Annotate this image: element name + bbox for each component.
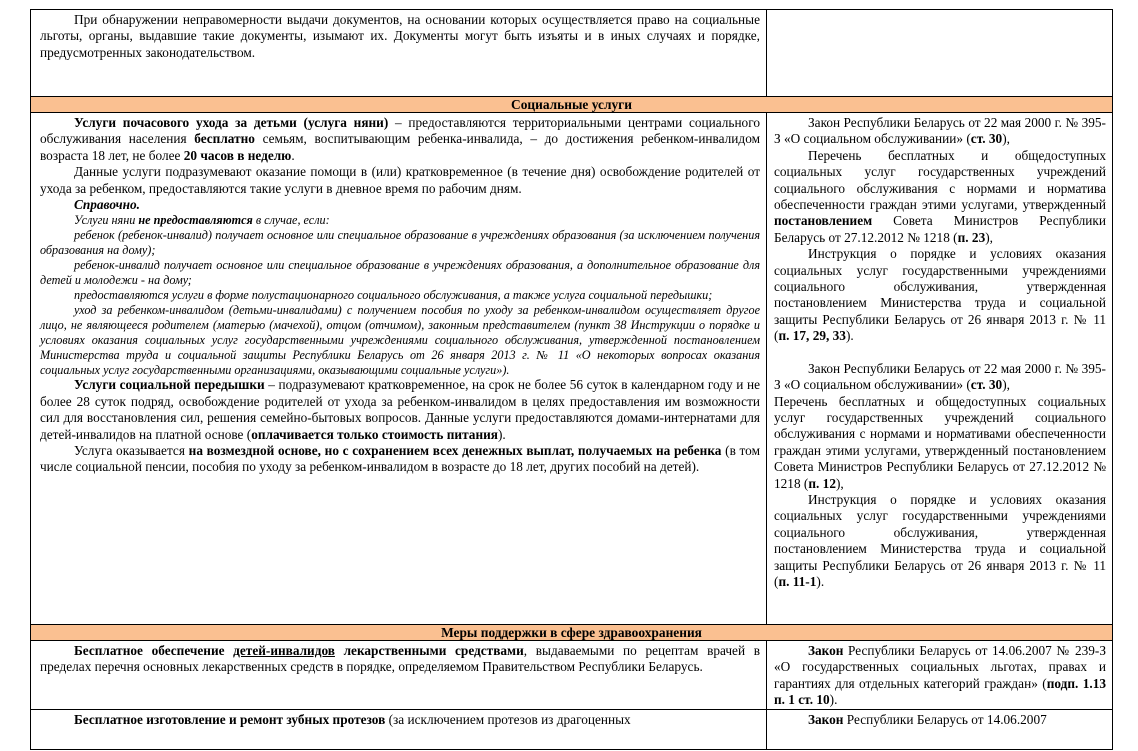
table-row — [31, 709, 1113, 749]
table-cell-left — [31, 10, 767, 97]
table-cell-left — [31, 113, 767, 625]
paragraph — [40, 115, 760, 164]
text: Услуга оказывается — [74, 443, 189, 459]
legal-reference — [774, 394, 1106, 492]
benefits-table — [30, 9, 1113, 750]
bold-text: Закон — [808, 711, 844, 727]
legal-reference — [774, 148, 1106, 246]
text: в случае, если: — [252, 213, 330, 228]
text: (в том числе социальной пенсии, пособия по уходу за ребенком-инвалидом в возрасте до 18 лет, других пособий на детей). — [40, 443, 760, 475]
text: Инструкция о порядке и условиях оказания социальных услуг государственными учреждениями социального обслуживания, утвержденная постановлением Министерства труда и социальной защиты Республики Беларусь от 26 января 2013 г. № 11 ( — [774, 246, 1106, 344]
bold-text: 20 часов в неделю — [183, 147, 292, 163]
text: Перечень бесплатных и общедоступных социальных услуг государственных учреждений социального обслуживания с нормами и норматива обеспеченности граждан этими услугами, утвержденный — [774, 147, 1106, 213]
text: Услуги няни — [74, 213, 139, 228]
legal-reference — [774, 246, 1106, 344]
bold-text: постановлением — [774, 213, 873, 229]
paragraph — [40, 712, 760, 728]
text: ). — [845, 328, 854, 344]
bold-text: ст. 30 — [970, 377, 1003, 393]
note-item: ребенок (ребенок-инвалид) получает основное или специальное образование в учреждениях образования (за исключением получения образования на дому); — [40, 228, 760, 258]
bold-text: п. 11-1 — [778, 573, 817, 589]
text: ), — [835, 475, 844, 491]
text: Закон Республики Беларусь от 22 мая 2000 г. № 395-З «О социальном обслуживании» ( — [774, 360, 1106, 393]
bold-text: на возмездной основе, но с сохранением всех денежных выплат, получаемых на ребенка — [188, 443, 722, 459]
table-cell-left — [31, 641, 767, 710]
spacer — [774, 345, 1106, 361]
text: , выдаваемыми по рецептам врачей в пределах перечня основных лекарственных средств в порядке, определяемом Правительством Республики Беларусь. — [40, 643, 760, 675]
text: (за исключением протезов из драгоценных — [385, 711, 631, 727]
table-cell-right — [767, 641, 1113, 710]
section-title-text: Меры поддержки в сфере здравоохранения — [441, 625, 702, 640]
note-title-text: Справочно. — [74, 197, 140, 213]
paragraph — [40, 443, 760, 476]
table-row — [31, 641, 1113, 710]
text: ). — [816, 573, 825, 589]
note-item: ребенок-инвалид получает основное или специальное образование в учреждениях образования, а дополнительное образование для детей и молодежи - на дому; — [40, 258, 760, 288]
section-title — [31, 625, 1113, 641]
bold-text: Услуги социальной передышки — [74, 377, 265, 393]
text: ), — [1002, 377, 1010, 393]
section-header-row — [31, 625, 1113, 641]
bold-text: бесплатно — [194, 131, 255, 147]
legal-reference — [774, 712, 1106, 728]
text: . — [291, 147, 295, 163]
text: Республики Беларусь от 14.06.2007 — [843, 711, 1047, 727]
bold-text: подп. 1.13 п. 1 ст. 10 — [774, 675, 1107, 708]
table-cell-right — [767, 113, 1113, 625]
paragraph: При обнаружении неправомерности выдачи документов, на основании которых осуществляется право на социальные льготы, органы, выдавшие такие документы, изымают их. Документы могут быть изъяты и в иных случаях и порядке, предусмотренных законодательством. — [40, 12, 760, 60]
text: ). — [497, 426, 506, 442]
text: ). — [829, 692, 838, 708]
bold-text: ст. 30 — [970, 131, 1003, 147]
legal-reference — [774, 643, 1106, 709]
paragraph — [40, 643, 760, 676]
note-title — [40, 197, 760, 213]
section-header-row — [31, 97, 1113, 113]
text: – предоставляются территориальными центрами социального обслуживания населения — [40, 115, 760, 147]
text: ), — [985, 229, 993, 245]
table-row — [31, 113, 1113, 625]
section-title-text: Социальные услуги — [511, 97, 632, 112]
table-cell-right — [767, 10, 1113, 97]
text: Инструкция о порядке и условиях оказания социальных услуг государственными учреждениями социального обслуживания, утвержденная постановлением Министерства труда и социальной защиты Республики Беларусь от 26 января 2013 г. № 11 ( — [774, 491, 1106, 589]
text: Республики Беларусь от 14.06.2007 № 239-З «О государственных социальных льготах, правах и гарантиях для отдельных категорий граждан» ( — [774, 643, 1106, 691]
note-item: уход за ребенком-инвалидом (детьми-инвалидами) с получением пособия по уходу за ребенком-инвалидом осуществляет другое лицо, не являющееся родителем (матерью (мачехой), отцом (отчимом), законным представителем (пункт 38 Инструкции о порядке и условиях оказания социальных услуг государственными учреждениями социального обслуживания, утвержденной постановлением Министерства труда и социальной защиты Республики Беларусь от 26 января 2013 г. № 11 «О некоторых вопросах оказания социальных услуг государственными организациями, оказывающими социальные услуги»). — [40, 302, 760, 377]
legal-reference — [774, 115, 1106, 148]
bold-text: лекарственными средствами — [334, 643, 524, 658]
text: ), — [1002, 131, 1010, 147]
bold-text: п. 23 — [957, 229, 986, 245]
table-row — [31, 10, 1113, 97]
table-cell-left — [31, 709, 767, 749]
paragraph: Данные услуги подразумевают оказание помощи в (или) кратковременное (в течение дня) освобождение родителей от ухода за ребенком, предоставляются такие услуги в дневное время по рабочим дням. — [40, 164, 760, 196]
bold-text: п. 17, 29, 33 — [778, 328, 846, 344]
paragraph — [40, 377, 760, 443]
text: Закон Республики Беларусь от 22 мая 2000 г. № 395-З «О социальном обслуживании» ( — [774, 115, 1106, 147]
note-item: предоставляются услуги в форме полустационарного социального обслуживания, а также услуга социальной передышки; — [74, 287, 713, 302]
bold-text: Бесплатное обеспечение — [74, 643, 234, 658]
bold-text: Закон — [808, 643, 844, 658]
bold-text: п. 12 — [808, 475, 836, 491]
bold-text: оплачивается только стоимость питания — [251, 426, 498, 442]
note-intro — [40, 213, 760, 228]
section-title — [31, 97, 1113, 113]
bold-text: не предоставляются — [138, 213, 253, 228]
bold-underlined-text: детей-инвалидов — [233, 643, 335, 658]
table-cell-right — [767, 709, 1113, 749]
legal-reference — [774, 492, 1106, 590]
text: Совета Министров Республики Беларусь от 27.12.2012 № 1218 ( — [774, 213, 1106, 245]
bold-text: Бесплатное изготовление и ремонт зубных протезов — [74, 711, 386, 727]
legal-reference — [774, 361, 1106, 394]
text: семьям, воспитывающим ребенка-инвалида, – до достижения ребенком-инвалидом возраста 18 лет, не более — [40, 131, 760, 163]
text: Перечень бесплатных и общедоступных социальных услуг государственных учреждений социального обслуживания с нормами и нормативами обеспеченности граждан этими услугами, утвержденный постановлением Совета Министров Республики Беларусь от 27.12.2012 № 1218 ( — [774, 393, 1106, 491]
text: – подразумевают кратковременное, на срок не более 56 суток в календарном году и не более 28 суток подряд, освобождение родителей от ухода за ребенком-инвалидом в целях предоставления им возможности сил для восстановления сил, решения семейно-бытовых вопросов. Данные услуги предоставляются домами-интернатами для детей-инвалидов на платной основе ( — [40, 377, 761, 442]
bold-text: Услуги почасового ухода за детьми (услуга няни) — [74, 115, 389, 130]
